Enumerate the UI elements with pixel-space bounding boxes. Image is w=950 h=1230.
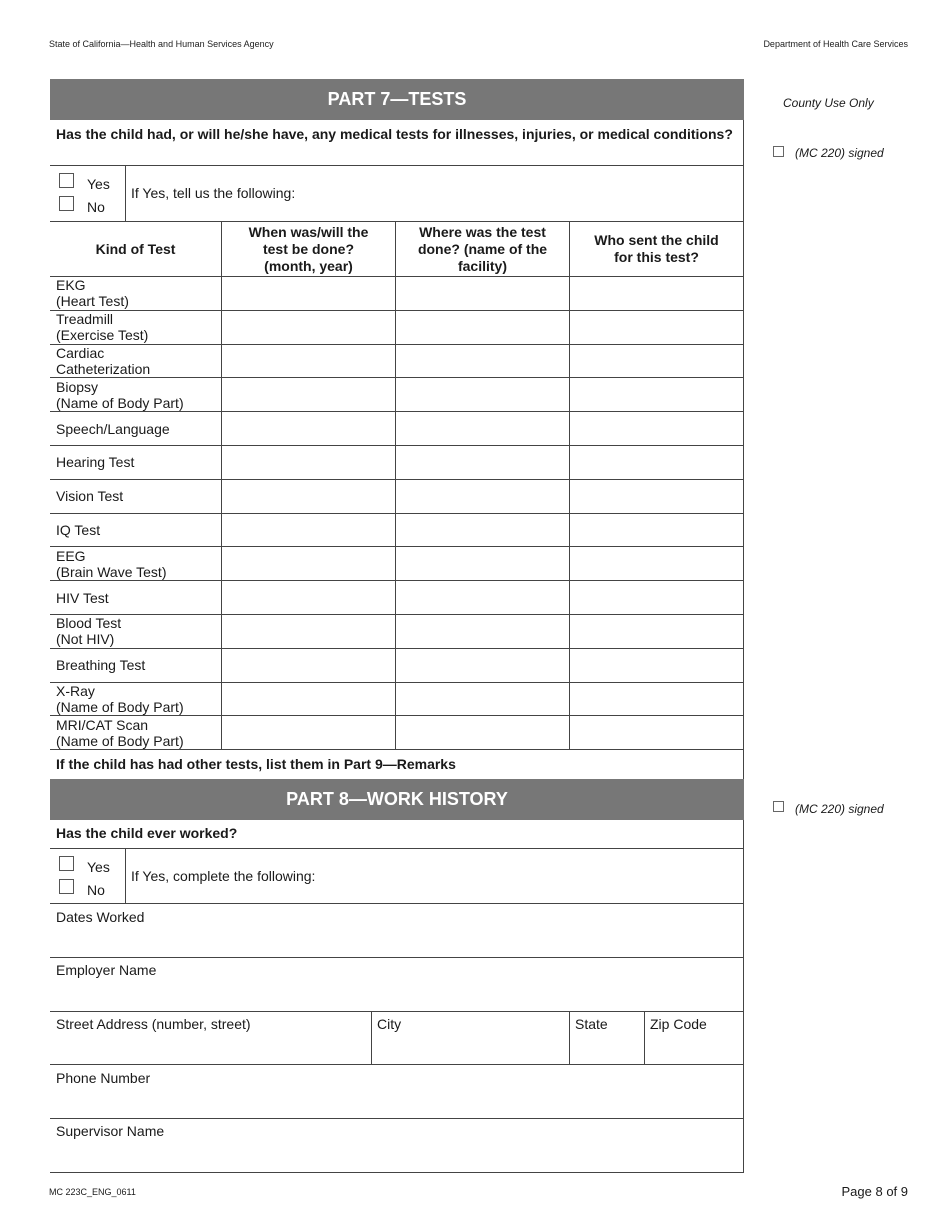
- test-row-label: [56, 649, 216, 682]
- when-field[interactable]: [222, 446, 395, 479]
- col-header-where-text: Where was the test done? (name of the facility): [417, 223, 548, 274]
- when-field[interactable]: [222, 378, 395, 411]
- test-row-label-text: [56, 379, 184, 411]
- where-field[interactable]: [396, 277, 569, 310]
- zip-code-field[interactable]: [650, 1035, 738, 1061]
- page-number: Page 8 of 9: [841, 1184, 908, 1199]
- who-sent-field[interactable]: [570, 547, 743, 580]
- form-id: MC 223C_ENG_0611: [49, 1187, 136, 1197]
- part8-yes-label: Yes: [87, 859, 110, 875]
- when-field[interactable]: [222, 716, 395, 749]
- city-label: City: [377, 1016, 402, 1032]
- who-sent-field[interactable]: [570, 446, 743, 479]
- divider: [644, 1011, 645, 1064]
- col-header-where: [396, 222, 569, 276]
- part7-yes-checkbox[interactable]: [59, 173, 74, 188]
- test-row-label-text: [56, 421, 170, 437]
- test-row-label: [56, 480, 216, 513]
- part8-yes-checkbox[interactable]: [59, 856, 74, 871]
- divider: [125, 848, 126, 903]
- col-header-who: [570, 222, 743, 276]
- test-name: Vision Test: [56, 488, 124, 505]
- when-field[interactable]: [222, 412, 395, 445]
- where-field[interactable]: [396, 480, 569, 513]
- who-sent-field[interactable]: [570, 345, 743, 378]
- part8-question: Has the child ever worked?: [56, 825, 238, 841]
- when-field[interactable]: [222, 615, 395, 648]
- test-name: Treadmill: [56, 311, 114, 328]
- divider: [50, 1172, 744, 1173]
- divider: [50, 749, 744, 750]
- city-field[interactable]: [377, 1035, 565, 1061]
- where-field[interactable]: [396, 615, 569, 648]
- state-label: State: [575, 1016, 608, 1032]
- part8-no-label: No: [87, 882, 105, 898]
- col-header-when: [222, 222, 395, 276]
- part8-no-checkbox[interactable]: [59, 879, 74, 894]
- employer-name-field[interactable]: [56, 981, 736, 1007]
- agency-header: State of California—Health and Human Services Agency: [49, 39, 274, 49]
- test-name: Breathing Test: [56, 657, 146, 674]
- test-name-detail: (Name of Body Part): [56, 698, 184, 715]
- who-sent-field[interactable]: [570, 480, 743, 513]
- who-sent-field[interactable]: [570, 412, 743, 445]
- who-sent-field[interactable]: [570, 277, 743, 310]
- part7-title: PART 7—TESTS: [327, 89, 467, 109]
- test-row-label-text: [56, 345, 150, 377]
- test-name-detail: (Name of Body Part): [56, 394, 184, 411]
- who-sent-field[interactable]: [570, 378, 743, 411]
- part8-title-bar: [50, 779, 744, 820]
- test-row-label: [56, 277, 216, 310]
- mc220-signed-label-2: (MC 220) signed: [795, 802, 884, 816]
- who-sent-field[interactable]: [570, 683, 743, 716]
- test-row-label: [56, 412, 216, 445]
- divider: [50, 165, 744, 166]
- test-name: IQ Test: [56, 521, 101, 538]
- test-row-label: [56, 547, 216, 580]
- test-name: Biopsy: [56, 378, 99, 395]
- test-name: Cardiac: [56, 344, 105, 361]
- test-row-label: [56, 311, 216, 344]
- col-header-when-text: When was/will the test be done? (month, year): [248, 223, 369, 274]
- who-sent-field[interactable]: [570, 514, 743, 547]
- test-row-label-text: [56, 311, 148, 343]
- test-row-label: [56, 716, 216, 749]
- part7-no-label: No: [87, 199, 105, 215]
- divider: [50, 1118, 744, 1119]
- county-use-only-label: County Use Only: [783, 96, 874, 110]
- mc220-signed-checkbox-2[interactable]: [773, 801, 784, 812]
- part7-no-checkbox[interactable]: [59, 196, 74, 211]
- where-field[interactable]: [396, 683, 569, 716]
- who-sent-field[interactable]: [570, 716, 743, 749]
- where-field[interactable]: [396, 378, 569, 411]
- who-sent-field[interactable]: [570, 311, 743, 344]
- test-row-label-text: [56, 454, 134, 470]
- test-row-label: [56, 378, 216, 411]
- where-field[interactable]: [396, 649, 569, 682]
- part8-if-yes-text: If Yes, complete the following:: [131, 868, 316, 884]
- test-name: Speech/Language: [56, 420, 170, 437]
- phone-number-field[interactable]: [56, 1089, 736, 1115]
- form-right-border: [743, 79, 744, 1172]
- test-row-label-text: [56, 657, 145, 673]
- where-field[interactable]: [396, 311, 569, 344]
- when-field[interactable]: [222, 345, 395, 378]
- when-field[interactable]: [222, 480, 395, 513]
- street-address-label: Street Address (number, street): [56, 1016, 251, 1032]
- divider: [50, 1011, 744, 1012]
- when-field[interactable]: [222, 311, 395, 344]
- when-field[interactable]: [222, 514, 395, 547]
- where-field[interactable]: [396, 716, 569, 749]
- other-tests-note: If the child has had other tests, list them in Part 9—Remarks: [56, 756, 456, 772]
- test-name: EKG: [56, 277, 86, 294]
- when-field[interactable]: [222, 277, 395, 310]
- where-field[interactable]: [396, 345, 569, 378]
- test-name-detail: (Not HIV): [56, 631, 115, 648]
- part8-title: PART 8—WORK HISTORY: [286, 789, 508, 809]
- test-row-label: [56, 345, 216, 378]
- test-row-label-text: [56, 717, 184, 749]
- who-sent-field[interactable]: [570, 649, 743, 682]
- where-field[interactable]: [396, 446, 569, 479]
- when-field[interactable]: [222, 547, 395, 580]
- divider: [50, 848, 744, 849]
- test-row-label-text: [56, 683, 184, 715]
- test-name: HIV Test: [56, 589, 109, 606]
- when-field[interactable]: [222, 649, 395, 682]
- when-field[interactable]: [222, 683, 395, 716]
- test-row-label: [56, 514, 216, 547]
- test-name: X-Ray: [56, 682, 95, 699]
- test-name: MRI/CAT Scan: [56, 716, 149, 733]
- street-address-field[interactable]: [56, 1035, 366, 1061]
- dates-worked-field[interactable]: [56, 928, 736, 954]
- test-row-label-text: [56, 277, 129, 309]
- zip-code-label: Zip Code: [650, 1016, 707, 1032]
- test-row-label: [56, 615, 216, 648]
- test-row-label: [56, 446, 216, 479]
- divider: [569, 1011, 570, 1064]
- divider: [50, 903, 744, 904]
- supervisor-name-field[interactable]: [56, 1142, 736, 1168]
- part7-if-yes-text: If Yes, tell us the following:: [131, 185, 296, 201]
- employer-name-label: Employer Name: [56, 962, 157, 978]
- test-row-label-text: [56, 590, 109, 606]
- test-row-label-text: [56, 522, 100, 538]
- test-name-detail: (Heart Test): [56, 293, 129, 310]
- divider: [50, 957, 744, 958]
- test-row-label: [56, 683, 216, 716]
- mc220-signed-checkbox-1[interactable]: [773, 146, 784, 157]
- when-field[interactable]: [222, 581, 395, 614]
- part7-title-bar: [50, 79, 744, 120]
- department-header: Department of Health Care Services: [763, 39, 908, 49]
- where-field[interactable]: [396, 412, 569, 445]
- mc220-signed-label-1: (MC 220) signed: [795, 146, 884, 160]
- test-name: Hearing Test: [56, 454, 135, 471]
- test-name: Blood Test: [56, 615, 122, 632]
- test-name-detail: Catheterization: [56, 360, 151, 377]
- test-row-label-text: [56, 548, 166, 580]
- supervisor-name-label: Supervisor Name: [56, 1123, 165, 1139]
- part7-question: Has the child had, or will he/she have, any medical tests for illnesses, injuries, or medical conditions?: [56, 126, 733, 142]
- col-header-kind-text: Kind of Test: [95, 240, 176, 257]
- where-field[interactable]: [396, 581, 569, 614]
- test-row-label-text: [56, 488, 123, 504]
- test-name-detail: (Name of Body Part): [56, 732, 184, 749]
- divider: [50, 1064, 744, 1065]
- col-header-who-text: Who sent the child for this test?: [594, 232, 719, 265]
- test-name: EEG: [56, 547, 86, 564]
- who-sent-field[interactable]: [570, 615, 743, 648]
- who-sent-field[interactable]: [570, 581, 743, 614]
- test-row-label: [56, 581, 216, 614]
- test-name-detail: (Brain Wave Test): [56, 563, 167, 580]
- phone-number-label: Phone Number: [56, 1070, 151, 1086]
- dates-worked-label: Dates Worked: [56, 909, 145, 925]
- test-name-detail: (Exercise Test): [56, 327, 149, 344]
- state-field[interactable]: [575, 1035, 639, 1061]
- divider: [371, 1011, 372, 1064]
- test-row-label-text: [56, 615, 121, 647]
- divider: [125, 165, 126, 221]
- where-field[interactable]: [396, 514, 569, 547]
- col-header-kind: [50, 222, 221, 276]
- part7-yes-label: Yes: [87, 176, 110, 192]
- where-field[interactable]: [396, 547, 569, 580]
